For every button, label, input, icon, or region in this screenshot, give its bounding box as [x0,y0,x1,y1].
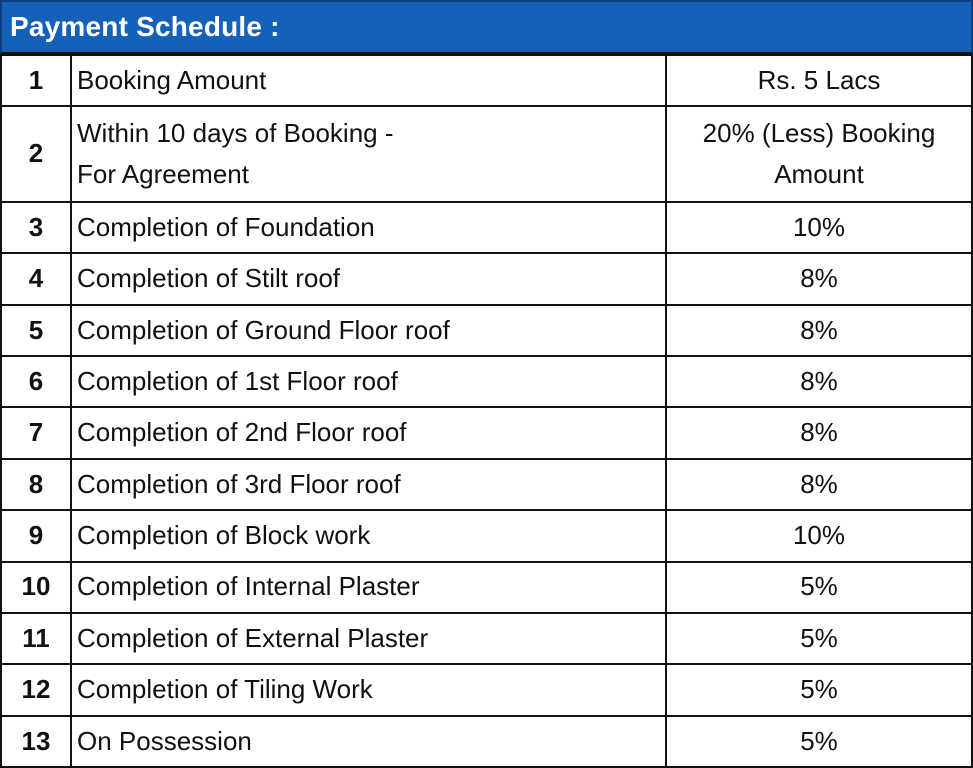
row-number: 5 [1,305,71,356]
table-row [1,716,972,767]
payment-amount: 5% [666,562,972,613]
payment-stage [71,716,666,767]
payment-amount: 5% [666,716,972,767]
payment-stage-line: Completion of Ground Floor roof [77,314,450,345]
table-row [1,459,972,510]
payment-stage-line: Completion of Internal Plaster [77,571,420,602]
table-row [1,613,972,664]
payment-schedule-table [0,54,973,768]
payment-amount: 5% [666,613,972,664]
payment-stage-line: Completion of Block work [77,520,371,551]
row-number: 6 [1,356,71,407]
payment-stage [71,305,666,356]
payment-stage-line: Completion of Foundation [77,211,375,242]
payment-stage-line: Completion of Tiling Work [77,674,373,705]
payment-schedule-title: Payment Schedule : [0,0,973,54]
payment-amount: 5% [666,664,972,715]
payment-stage [71,664,666,715]
payment-stage-line: Completion of 2nd Floor roof [77,417,407,448]
row-number: 10 [1,562,71,613]
payment-amount: 8% [666,356,972,407]
table-row [1,356,972,407]
row-number: 13 [1,716,71,767]
payment-stage-line: On Possession [77,725,252,756]
row-number: 12 [1,664,71,715]
payment-stage [71,510,666,561]
payment-amount: 10% [666,510,972,561]
row-number: 7 [1,407,71,458]
payment-stage [71,106,666,202]
payment-schedule-body [1,55,972,767]
row-number: 11 [1,613,71,664]
row-number: 3 [1,202,71,253]
payment-amount: 8% [666,459,972,510]
payment-stage-line: Within 10 days of Booking - [77,117,394,148]
table-row [1,407,972,458]
row-number: 4 [1,253,71,304]
payment-stage-line: For Agreement [77,159,249,190]
payment-stage [71,55,666,106]
payment-stage [71,356,666,407]
row-number: 2 [1,106,71,202]
payment-amount: 8% [666,407,972,458]
payment-amount: 20% (Less) Booking Amount [666,106,972,202]
table-row [1,106,972,202]
table-row [1,562,972,613]
payment-stage [71,407,666,458]
payment-amount: 10% [666,202,972,253]
payment-amount: 8% [666,253,972,304]
table-row [1,664,972,715]
payment-stage [71,202,666,253]
payment-stage-line: Completion of External Plaster [77,622,429,653]
table-row [1,510,972,561]
payment-stage [71,613,666,664]
payment-amount: Rs. 5 Lacs [666,55,972,106]
row-number: 1 [1,55,71,106]
row-number: 9 [1,510,71,561]
table-row [1,253,972,304]
table-row [1,305,972,356]
table-row [1,202,972,253]
payment-stage [71,562,666,613]
row-number: 8 [1,459,71,510]
payment-stage-line: Completion of 3rd Floor roof [77,468,401,499]
payment-stage-line: Completion of 1st Floor roof [77,365,398,396]
payment-stage-line: Completion of Stilt roof [77,263,341,294]
payment-amount: 8% [666,305,972,356]
table-row [1,55,972,106]
payment-stage [71,253,666,304]
payment-stage-line: Booking Amount [77,64,267,95]
payment-stage [71,459,666,510]
